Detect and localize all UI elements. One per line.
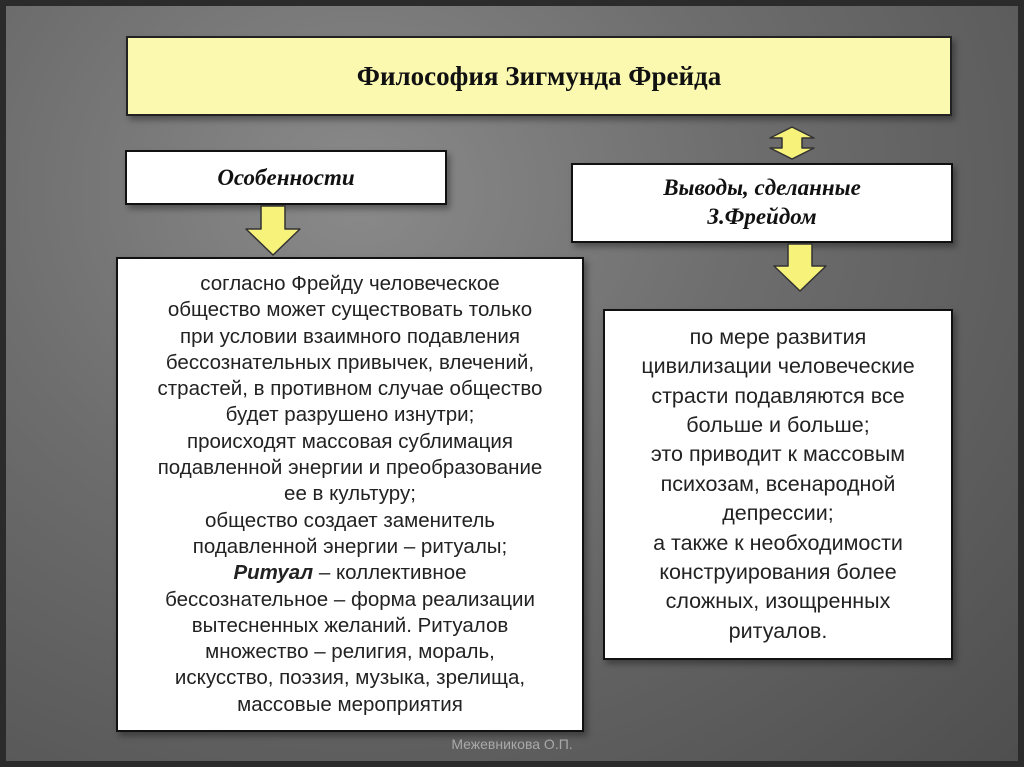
ritual-rest: – коллективное [313,561,467,585]
ritual-term: Ритуал [233,561,314,585]
text-line: бессознательное – форма реализации [165,587,535,611]
text-line: цивилизации человеческие [641,354,915,379]
frame-top [0,0,1024,6]
text-line: будет разрушено изнутри; [225,403,475,427]
title-box [126,36,952,116]
text-line: ритуалов. [728,618,828,643]
text-line-ritual [233,560,466,586]
text-line: а также к необходимости [653,530,903,555]
text-line: подавленной энергии – ритуалы; [192,534,508,558]
text-line: общество создает заменитель [205,508,495,532]
text-line: общество может существовать только [167,298,533,322]
footer-author: Межевникова О.П. [451,736,573,752]
text-line: депрессии; [722,501,834,526]
text-line: подавленной энергии и преобразование [157,456,543,480]
text-line: бессознательных привычек, влечений, [165,350,535,374]
features-label: Особенности [217,164,355,190]
text-line: массовые мероприятия [237,692,463,716]
text-line: ее в культуру; [284,482,416,506]
text-line: искусство, поэзия, музыка, зрелища, [174,666,526,690]
text-line: согласно Фрейду человеческое [200,271,500,295]
text-line: сложных, изощренных [665,589,891,614]
features-box [125,150,447,205]
text-line: конструирования более [659,560,897,585]
text-line: страстей, в противном случае общество [157,377,543,401]
text-line: страсти подавляются все [651,383,905,408]
text-line: вытесненных желаний. Ритуалов [191,613,509,637]
text-line: это приводит к массовым [650,442,906,467]
frame-left [0,0,6,767]
text-line: больше и больше; [686,412,870,437]
text-line: множество – религия, мораль, [205,640,495,664]
text-line: при условии взаимного подавления [180,324,520,348]
text-line: психозам, всенародной [660,471,896,496]
text-line: происходят массовая сублимация [187,429,513,453]
down-arrow-icon [772,243,828,293]
frame-right [1018,0,1024,767]
text-line: по мере развития [689,324,867,349]
conclusions-text-box [603,309,953,660]
slide-title: Философия Зигмунда Фрейда [356,60,722,91]
up-down-arrow-icon [768,126,816,160]
conclusions-label-line: Выводы, сделанные [663,175,861,201]
conclusions-label-line: З.Фрейдом [707,204,817,229]
features-text-box [116,257,584,732]
frame-bottom [0,761,1024,767]
down-arrow-icon [244,205,302,257]
conclusions-box [571,163,953,243]
